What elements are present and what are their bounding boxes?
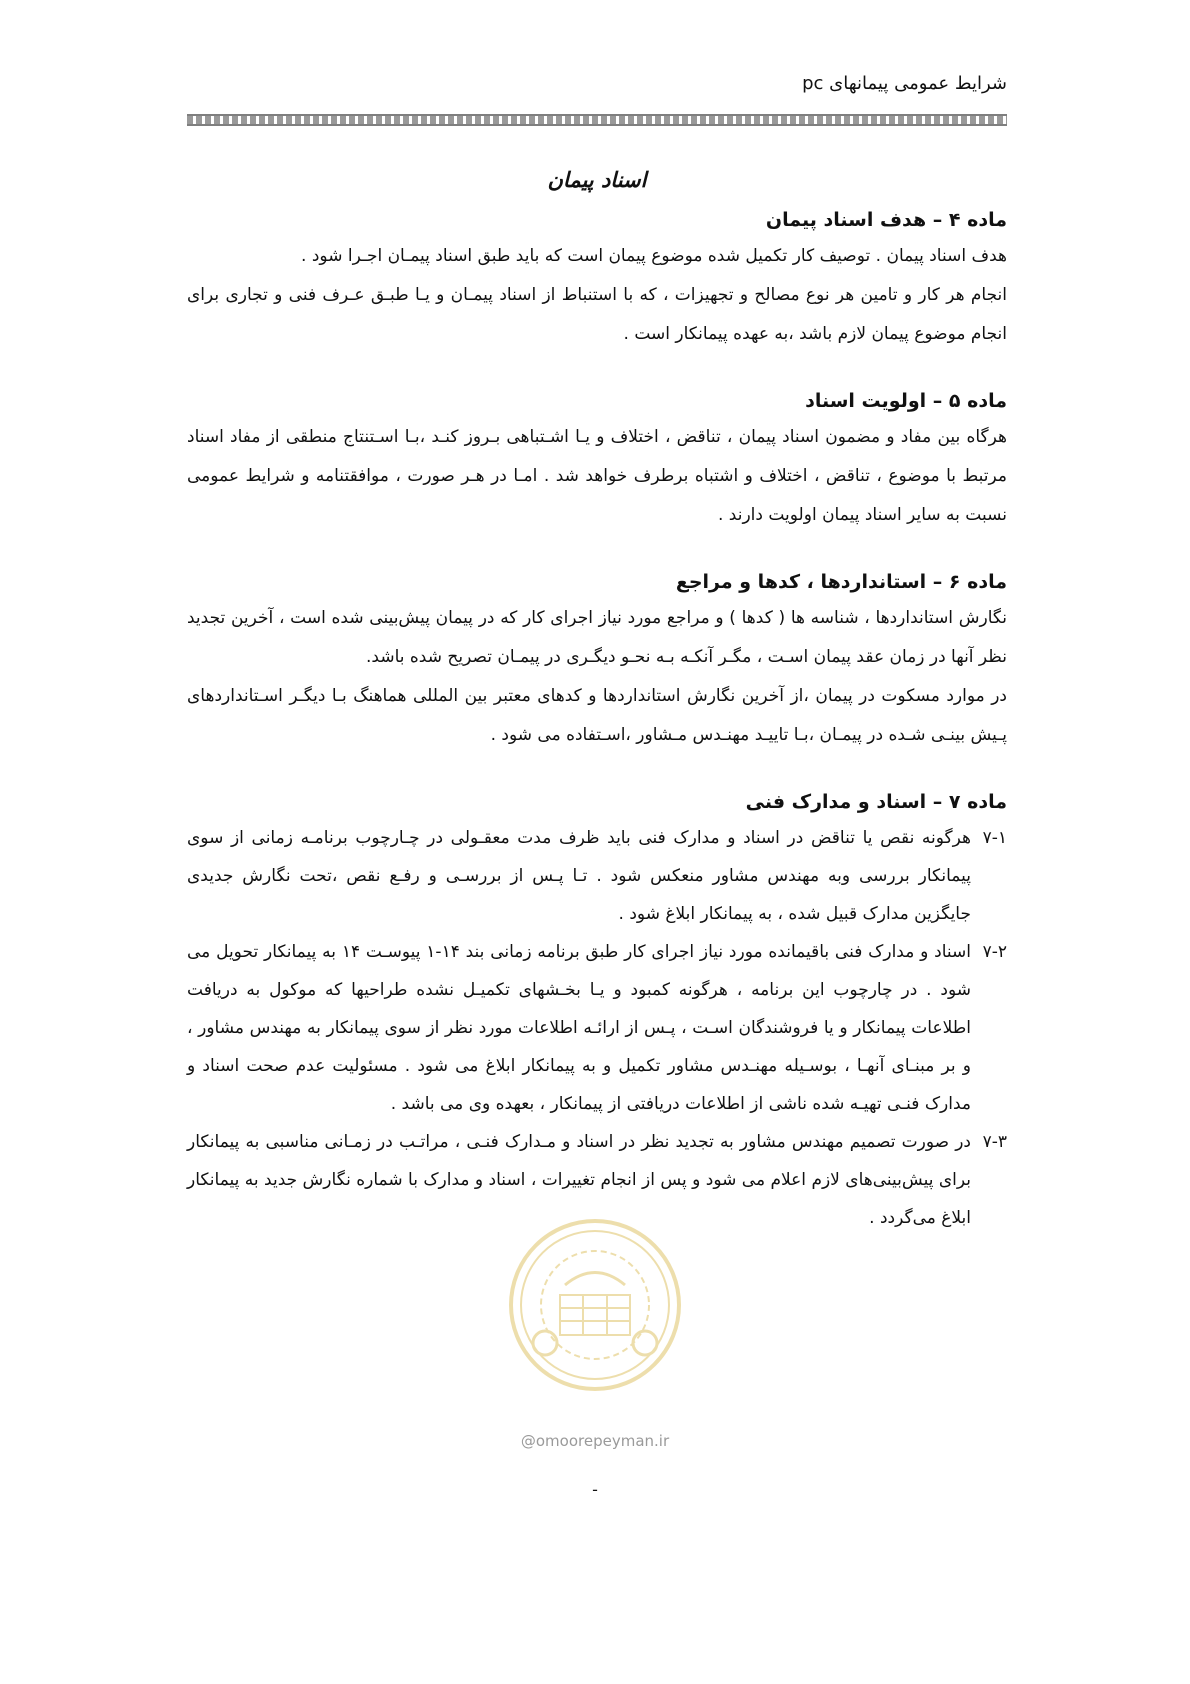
article-6-heading: ماده ۶ – استانداردها ، کدها و مراجع <box>675 571 1007 593</box>
article-6-paragraph-1: نگارش استانداردها ، شناسه ها ( کدها ) و مراجع مورد نیاز اجرای کار که در پیمان پیش‌بینی شده است ، آخرین تجدید نظر آنها در زمان عقد پیمان اسـت ، مگـر آنکـه بـه نحـو دیگـری در پیمـان تصریح شده باشد. <box>187 608 1007 667</box>
article-6 <box>187 565 1007 755</box>
header-divider <box>187 114 1007 126</box>
article-7-heading: ماده ۷ – اسناد و مدارک فنی <box>745 791 1007 813</box>
article-5-heading: ماده ۵ – اولویت اسناد <box>805 390 1007 412</box>
article-5-paragraph-1: هرگاه بین مفاد و مضمون اسناد پیمان ، تناقض ، اختلاف و یـا اشـتباهی بـروز کنـد ،بـا اسـتنتاج منطقی از مفاد اسناد مرتبط با موضوع ، تناقض ، اختلاف و اشتباه برطرف خواهد شد . امـا در هـر صورت ، موافقتنامه و شرایط عمومی نسبت به سایر اسناد پیمان اولویت دارند . <box>187 427 1007 525</box>
article-4-paragraph-2: انجام هر کار و تامین هر نوع مصالح و تجهیزات ، که با استنباط از اسناد پیمـان و یـا طبـق عـرف فنی و تجاری برای انجام موضوع پیمان لازم باشد ،به عهده پیمانکار است . <box>187 285 1007 344</box>
document-title: اسناد پیمان <box>547 168 647 192</box>
document-body <box>187 165 1007 1237</box>
list-item <box>187 1123 1007 1237</box>
page-header <box>187 70 1007 126</box>
article-6-paragraph-2: در موارد مسکوت در پیمان ،از آخرین نگارش استانداردها و کدهای معتبر بین المللی هماهنگ بـا دیگـر اسـتانداردهای پـیش بینـی شـده در پیمـان ،بـا تاییـد مهنـدس مـشاور ،اسـتفاده می شود . <box>187 686 1007 745</box>
article-4 <box>187 203 1007 354</box>
header-title: شرایط عمومی پیمانهای pc <box>802 73 1007 94</box>
list-item <box>187 819 1007 933</box>
list-item <box>187 933 1007 1123</box>
page-number: - <box>592 1480 598 1499</box>
item-text: اسناد و مدارک فنی باقیمانده مورد نیاز اجرای کار طبق برنامه زمانی بند ۱۴-۱ پیوسـت ۱۴ به پیمانکار تحویل می شود . در چارچوب این برنامه ، هرگونه کمبود و یـا بخـشهای تکمیـل نشده طراحیها که موکول به دریافت اطلاعات پیمانکار و یا فروشندگان اسـت ، پـس از ارائـه اطلاعات مورد نظر از سوی پیمانکار به مهندس مشاور ، و بر مبنـای آنهـا ، بوسـیله مهنـدس مشاور تکمیل و به پیمانکار ابلاغ می شود . مسئولیت عدم صحت اسناد و مدارک فنـی تهیـه شده ناشی از اطلاعات دریافتی از پیمانکار ، بعهده وی می باشد . <box>187 942 972 1114</box>
item-text: هرگونه نقص یا تناقض در اسناد و مدارک فنی باید ظرف مدت معقـولی در چـارچوب برنامـه زمانی از سوی پیمانکار بررسی وبه مهندس مشاور منعکس شود . تـا پـس از بررسـی و رفـع نقص ،تحت نگارش جدیدی جایگزین مدارک قبیل شده ، به پیمانکار ابلاغ شود . <box>187 828 971 924</box>
article-4-heading: ماده ۴ – هدف اسناد پیمان <box>765 209 1007 231</box>
article-5 <box>187 384 1007 535</box>
watermark-seal-icon <box>505 1215 685 1395</box>
item-text: در صورت تصمیم مهندس مشاور به تجدید نظر در اسناد و مـدارک فنـی ، مراتـب در زمـانی مناسبی به پیمانکار برای پیش‌بینی‌های لازم اعلام می شود و پس از انجام تغییرات ، اسناد و مدارک با شماره نگارش جدید به پیمانکار ابلاغ می‌گردد . <box>187 1132 971 1228</box>
article-4-paragraph-1: هدف اسناد پیمان . توصیف کار تکمیل شده موضوع پیمان است که باید طبق اسناد پیمـان اجـرا شود . <box>301 246 1007 266</box>
item-number: ۷-۲ <box>982 942 1007 962</box>
article-7 <box>187 785 1007 1237</box>
item-number: ۷-۳ <box>982 1132 1007 1152</box>
article-7-items <box>187 819 1007 1237</box>
watermark-url: @omoorepeyman.ir <box>520 1432 670 1450</box>
item-number: ۷-۱ <box>982 828 1007 848</box>
